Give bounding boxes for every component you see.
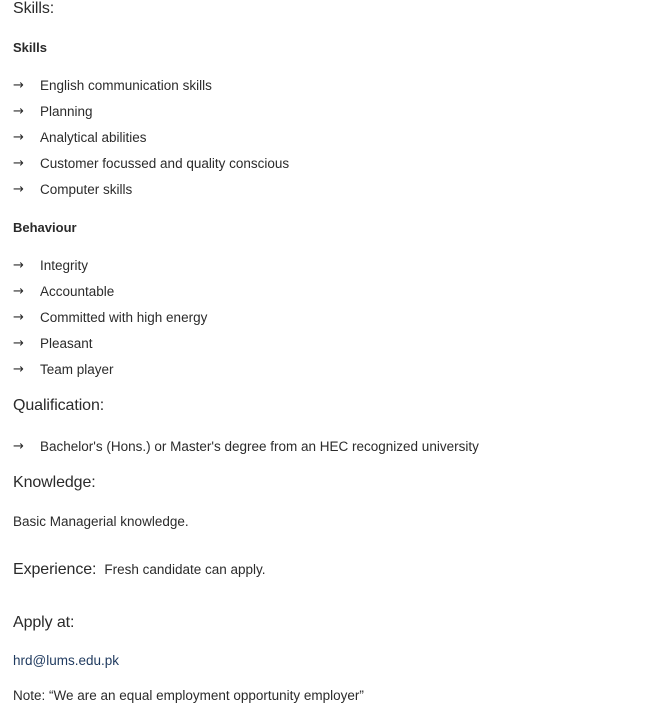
arrow-right-icon: → xyxy=(13,156,24,171)
arrow-right-icon: → xyxy=(13,284,24,299)
arrow-right-icon: → xyxy=(13,130,24,145)
experience-heading: Experience: xyxy=(13,561,97,578)
list-item: → Integrity xyxy=(13,253,207,279)
arrow-right-icon: → xyxy=(13,104,24,119)
list-item: → Team player xyxy=(13,357,207,383)
list-item: → Accountable xyxy=(13,279,207,305)
behaviour-subheading: Behaviour xyxy=(13,220,77,235)
arrow-right-icon: → xyxy=(13,258,24,273)
apply-email-row xyxy=(13,652,119,670)
apply-email-link[interactable]: hrd@lums.edu.pk xyxy=(13,653,120,668)
list-item: → Analytical abilities xyxy=(13,125,289,151)
experience-row xyxy=(13,561,266,579)
list-item: → Committed with high energy xyxy=(13,305,207,331)
list-item: → Computer skills xyxy=(13,177,289,203)
skills-subheading: Skills xyxy=(13,40,47,55)
arrow-right-icon: → xyxy=(13,310,24,325)
note-text: Note: “We are an equal employment opportunity employer” xyxy=(13,688,364,703)
list-item: → Customer focussed and quality conscious xyxy=(13,151,289,177)
knowledge-heading: Knowledge: xyxy=(13,474,96,491)
list-item: → English communication skills xyxy=(13,73,289,99)
list-item: → Bachelor's (Hons.) or Master's degree from an HEC recognized university xyxy=(13,434,479,460)
arrow-right-icon: → xyxy=(13,362,24,377)
arrow-right-icon: → xyxy=(13,439,24,454)
skills-heading: Skills: xyxy=(13,0,55,17)
knowledge-text: Basic Managerial knowledge. xyxy=(13,514,189,529)
qualification-list xyxy=(13,434,479,460)
arrow-right-icon: → xyxy=(13,78,24,93)
list-item: → Planning xyxy=(13,99,289,125)
experience-text: Fresh candidate can apply. xyxy=(104,562,266,577)
behaviour-list xyxy=(13,253,207,383)
arrow-right-icon: → xyxy=(13,182,24,197)
apply-heading: Apply at: xyxy=(13,614,75,631)
arrow-right-icon: → xyxy=(13,336,24,351)
list-item: → Pleasant xyxy=(13,331,207,357)
qualification-heading: Qualification: xyxy=(13,397,105,414)
skills-list xyxy=(13,73,289,203)
